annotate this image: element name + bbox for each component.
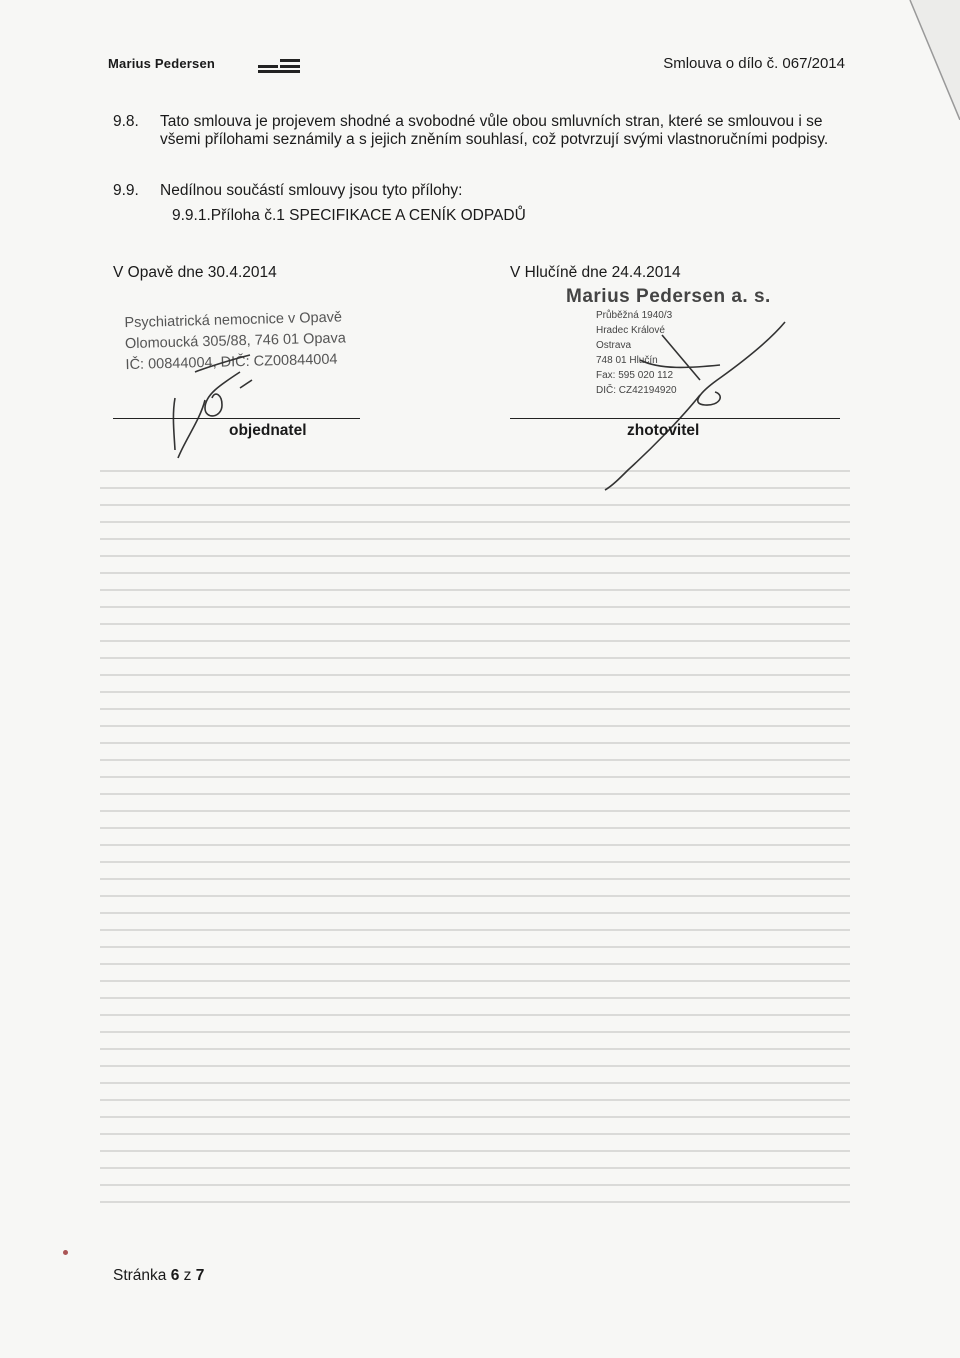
margin-mark [63,1250,68,1255]
clause-9-8 [113,113,853,173]
clause-9-9 [113,182,853,202]
stamp-line: Psychiatrická nemocnice v Opavě [124,309,343,332]
stamp-line: IČ: 00844004, DIČ: CZ00844004 [125,351,338,374]
contractor-label: zhotovitel [627,422,700,439]
footer-sep: z [183,1267,192,1284]
stamp-line: Hradec Králové [596,325,665,336]
brand-name: Marius Pedersen [108,56,216,71]
client-place-date: V Opavě dne 30.4.2014 [113,264,277,281]
stamp-line: 748 01 Hlučín [596,355,658,366]
client-label: objednatel [229,422,307,439]
clause-number: 9.8. [113,113,139,130]
contractor-place-date: V Hlučíně dne 24.4.2014 [510,264,681,281]
page-total: 7 [195,1267,205,1284]
stamp-company: Marius Pedersen a. s. [566,286,771,307]
stamp-line: Ostrava [596,340,632,351]
stamp-line: DIČ: CZ42194920 [596,385,677,396]
client-stamp [124,307,366,376]
page-number: 6 [170,1267,180,1284]
page-corner-fold [900,0,960,120]
client-signature-line [113,418,360,419]
attachment-item: 9.9.1.Příloha č.1 SPECIFIKACE A CENÍK ODPADŮ [172,207,526,224]
contractor-stamp [566,286,806,398]
stamp-line: Průběžná 1940/3 [596,310,673,321]
contractor-signature-line [510,418,840,419]
clause-number: 9.9. [113,182,139,199]
footer-prefix: Stránka [113,1267,167,1284]
bleed-through-text [100,470,850,1250]
contract-reference: Smlouva o dílo č. 067/2014 [663,55,845,72]
clause-text: Nedílnou součástí smlouvy jsou tyto přílohy: [160,182,463,199]
stamp-line: Olomoucká 305/88, 746 01 Opava [124,330,347,353]
stamp-line: Fax: 595 020 112 [596,370,674,381]
clause-text: Tato smlouva je projevem shodné a svobodné vůle obou smluvních stran, které se smlouvou i se všemi přílohami seznámily a s jejich zněním souhlasí, což potvrzují svými vlastnoručními podpisy. [160,113,829,148]
page-footer [113,1267,204,1285]
brand-logo-icon [258,56,302,74]
